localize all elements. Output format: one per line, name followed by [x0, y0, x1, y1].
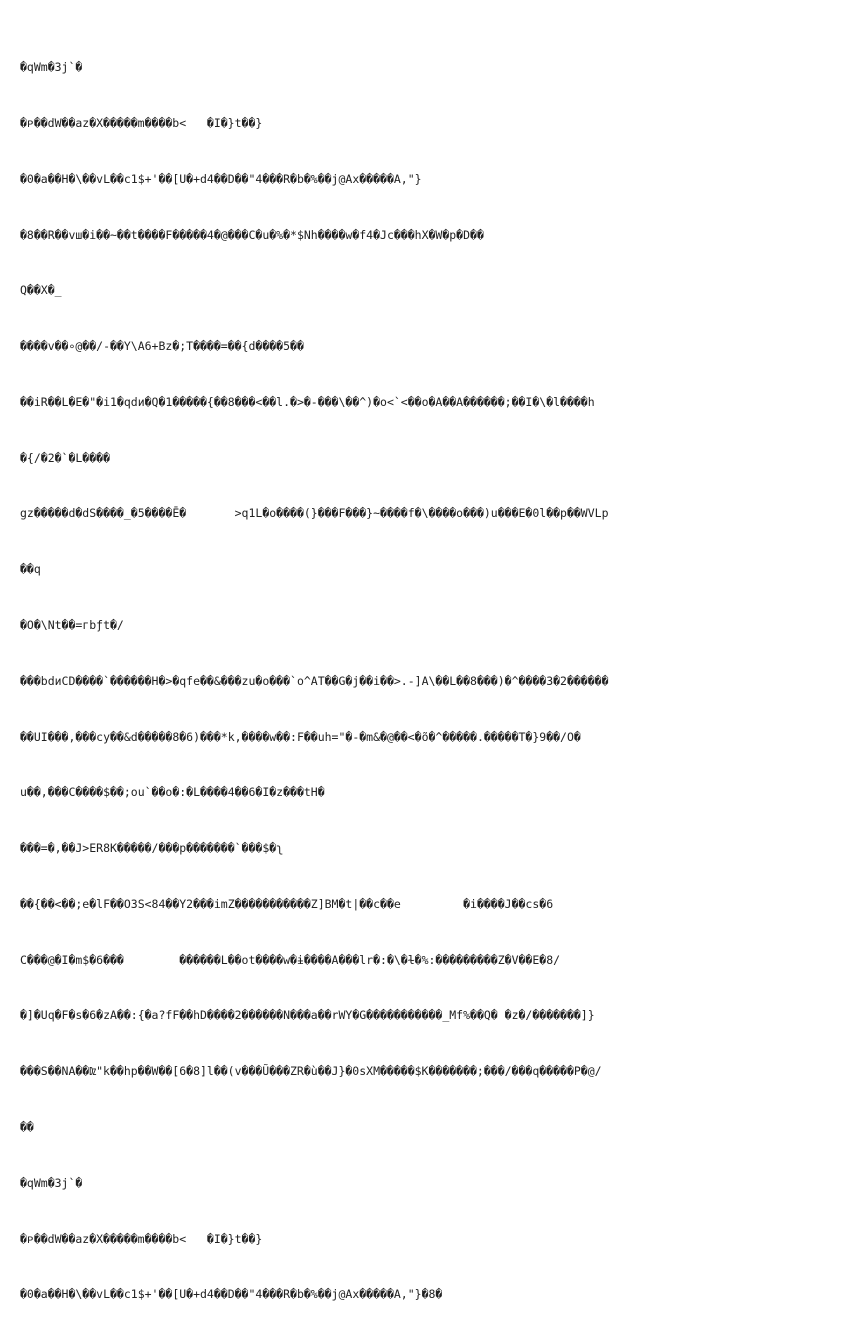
text-line: ��q [20, 562, 41, 577]
text-line: ��UI���,���cy��&d�����8�6)���*k,����w��:F��uh="�-�m&�@��<�õ�^�����.�����T�}9��/O� [20, 729, 581, 744]
text-line: �qWm�3j`� [20, 1175, 83, 1190]
text-line: Q��X�_ [20, 283, 62, 298]
text-line: u��,���C����$��;ou`��o�:�L����4��6�I�z���tH� [20, 785, 325, 800]
text-line: ��iR��L�E�"�i1�qdи�Q�1�����{��8���<��l.�>�-���\��^)�o<`<��o�A��A������;��I�\�l����h [20, 394, 595, 409]
text-line: ��{��<��;e�lF��O3S<84��Y2���imZ�����������Z]BM�t|��c��e �i����J��cs�6 [20, 896, 554, 911]
text-line: gz�����d�dS����_�5����Ē� >q1L�o����(}���F���}~����f�\����o���)u���E�0l��p��WVLp [20, 506, 609, 521]
text-line: �{/�2�`�L���� [20, 450, 111, 465]
text-line: ����v��∘@��/-��Y\A6+Bz�;T����=��{d����5�� [20, 339, 304, 354]
text-line: �qWm�3j`� [20, 60, 83, 75]
text-line: �8��R��vш�i��~��t����F�����4�@���C�u�%�*$Nh����w�f4�Jc���hX�W�p�D�� [20, 227, 484, 242]
text-line: �]�Uq�F�s�6�zA��:{�a?fF��hD����2������N���a��rWY�G�����������_Mf%��Q� �z�/�������]} [20, 1008, 595, 1023]
text-line: �ᴩ��dW��az�X�����m����b< �I�}t��} [20, 1231, 263, 1246]
text-line: ���bdиCD����`������H�>�qfe��&���zu�o���`o^AT��G�j��i��>.-]A\��L��8���)�^����3�2������ [20, 673, 609, 688]
text-line: �� [20, 1120, 34, 1135]
text-line: �O�\Nt��=гbƒt�/ [20, 618, 124, 632]
text-line: �0�a��H�\��vL��c1$+'��[U�+d4��D��"4���R�b�%��j@Ax�����A,"}�8� [20, 1287, 443, 1302]
text-line: ���=�,��J>ER8K�����/���p�������`���$�ʅ [20, 841, 284, 856]
text-line: ���S��NA��ǲ"k��hp��W��[6�8]l��(v���Ũ���ZR�ù��J}�0sXM�����$K�������;���/���q�����P�@/ [20, 1064, 602, 1079]
file-content [20, 21, 848, 1341]
text-line: �0�a��H�\��vL��c1$+'��[U�+d4��D��"4���R�b�%��j@Ax�����A,"} [20, 171, 422, 186]
text-line: �ᴩ��dW��az�X�����m����b< �I�}t��} [20, 115, 263, 130]
text-line: C���@�I�m$�6��� ������L��ot����w�ɨ����A���lr�:�\�ɫ�%:���������Z�V��E�8/ [20, 952, 561, 967]
